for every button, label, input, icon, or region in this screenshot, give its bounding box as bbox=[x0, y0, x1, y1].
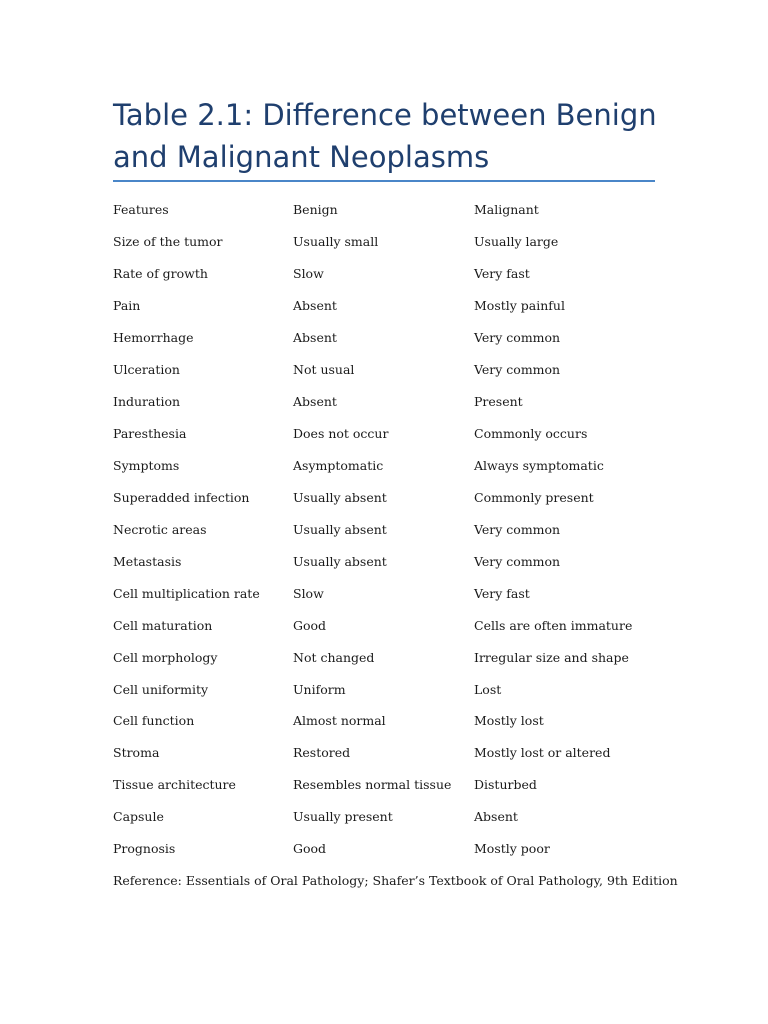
feature-cell: Cell maturation bbox=[113, 617, 213, 633]
feature-cell: Cell uniformity bbox=[113, 681, 209, 697]
benign-cell: Usually absent bbox=[293, 521, 387, 537]
benign-cell: Usually present bbox=[293, 809, 393, 825]
malignant-cell: Commonly present bbox=[474, 489, 594, 505]
feature-cell: Ulceration bbox=[113, 362, 180, 378]
table-row bbox=[113, 801, 673, 833]
feature-cell: Metastasis bbox=[113, 553, 182, 569]
table-row bbox=[113, 290, 673, 322]
table-header-row bbox=[113, 194, 673, 226]
table-row bbox=[113, 450, 673, 482]
feature-cell: Necrotic areas bbox=[113, 521, 207, 537]
table-body bbox=[113, 194, 673, 865]
feature-cell: Pain bbox=[113, 298, 141, 314]
benign-cell: Good bbox=[293, 617, 327, 633]
table-row bbox=[113, 577, 673, 609]
benign-cell: Usually absent bbox=[293, 489, 387, 505]
benign-cell: Good bbox=[293, 841, 327, 857]
table-row bbox=[113, 641, 673, 673]
benign-cell: Absent bbox=[293, 394, 337, 410]
feature-cell: Paresthesia bbox=[113, 426, 187, 442]
table-row bbox=[113, 609, 673, 641]
table-row bbox=[113, 226, 673, 258]
header-features: Features bbox=[113, 202, 169, 218]
table-row bbox=[113, 386, 673, 418]
table-row bbox=[113, 354, 673, 386]
malignant-cell: Commonly occurs bbox=[474, 426, 588, 442]
malignant-cell: Mostly lost bbox=[474, 713, 544, 729]
feature-cell: Cell function bbox=[113, 713, 195, 729]
malignant-cell: Absent bbox=[474, 809, 518, 825]
comparison-table bbox=[113, 194, 673, 865]
benign-cell: Asymptomatic bbox=[293, 457, 384, 473]
table-row bbox=[113, 258, 673, 290]
malignant-cell: Mostly poor bbox=[474, 841, 550, 857]
reference-note: Reference: Essentials of Oral Pathology; Shafer’s Textbook of Oral Pathology, 9th Edition bbox=[113, 873, 678, 888]
benign-cell: Not usual bbox=[293, 362, 355, 378]
feature-cell: Tissue architecture bbox=[113, 777, 236, 793]
feature-cell: Rate of growth bbox=[113, 266, 208, 282]
benign-cell: Slow bbox=[293, 585, 324, 601]
benign-cell: Usually small bbox=[293, 234, 379, 250]
malignant-cell: Mostly lost or altered bbox=[474, 745, 611, 761]
table-row bbox=[113, 705, 673, 737]
table-row bbox=[113, 737, 673, 769]
header-benign: Benign bbox=[293, 202, 338, 218]
benign-cell: Restored bbox=[293, 745, 351, 761]
malignant-cell: Usually large bbox=[474, 234, 559, 250]
benign-cell: Almost normal bbox=[293, 713, 386, 729]
malignant-cell: Disturbed bbox=[474, 777, 537, 793]
malignant-cell: Mostly painful bbox=[474, 298, 565, 314]
malignant-cell: Very common bbox=[474, 521, 561, 537]
table-row bbox=[113, 673, 673, 705]
table-row bbox=[113, 833, 673, 865]
table-row bbox=[113, 322, 673, 354]
table-row bbox=[113, 545, 673, 577]
benign-cell: Absent bbox=[293, 298, 337, 314]
malignant-cell: Always symptomatic bbox=[474, 457, 604, 473]
feature-cell: Capsule bbox=[113, 809, 164, 825]
feature-cell: Cell morphology bbox=[113, 649, 218, 665]
benign-cell: Resembles normal tissue bbox=[293, 777, 452, 793]
benign-cell: Absent bbox=[293, 330, 337, 346]
benign-cell: Does not occur bbox=[293, 426, 389, 442]
malignant-cell: Irregular size and shape bbox=[474, 649, 629, 665]
feature-cell: Induration bbox=[113, 394, 181, 410]
table-row bbox=[113, 513, 673, 545]
table-row bbox=[113, 769, 673, 801]
page-title: Table 2.1: Difference between Benign and Malignant Neoplasms bbox=[113, 98, 657, 174]
table-row bbox=[113, 481, 673, 513]
feature-cell: Prognosis bbox=[113, 841, 176, 857]
benign-cell: Slow bbox=[293, 266, 324, 282]
header-malignant: Malignant bbox=[474, 202, 539, 218]
feature-cell: Symptoms bbox=[113, 457, 180, 473]
malignant-cell: Very fast bbox=[474, 266, 530, 282]
benign-cell: Usually absent bbox=[293, 553, 387, 569]
feature-cell: Superadded infection bbox=[113, 489, 250, 505]
malignant-cell: Very common bbox=[474, 330, 561, 346]
feature-cell: Size of the tumor bbox=[113, 234, 223, 250]
benign-cell: Not changed bbox=[293, 649, 375, 665]
malignant-cell: Cells are often immature bbox=[474, 617, 633, 633]
feature-cell: Stroma bbox=[113, 745, 160, 761]
table-row bbox=[113, 418, 673, 450]
malignant-cell: Lost bbox=[474, 681, 502, 697]
title-underline bbox=[113, 180, 655, 182]
malignant-cell: Very fast bbox=[474, 585, 530, 601]
benign-cell: Uniform bbox=[293, 681, 346, 697]
feature-cell: Cell multiplication rate bbox=[113, 585, 260, 601]
malignant-cell: Very common bbox=[474, 362, 561, 378]
malignant-cell: Very common bbox=[474, 553, 561, 569]
feature-cell: Hemorrhage bbox=[113, 330, 194, 346]
malignant-cell: Present bbox=[474, 394, 523, 410]
